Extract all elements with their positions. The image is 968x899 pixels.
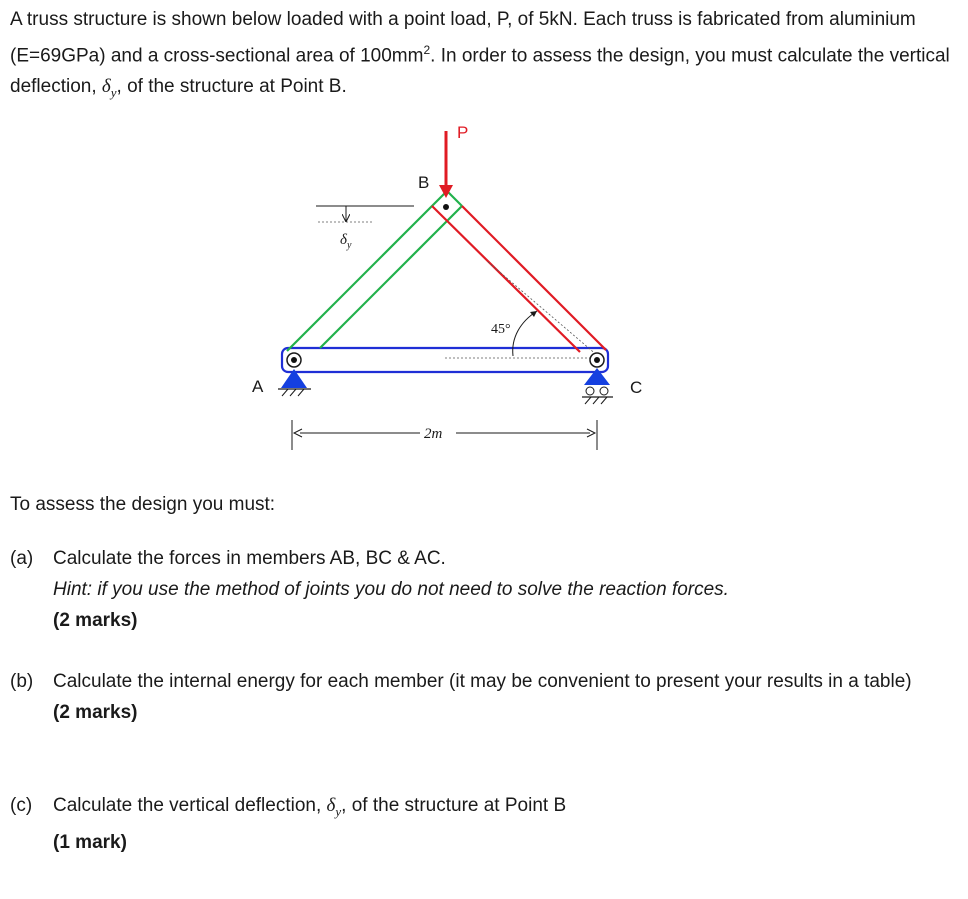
question-a: [10, 543, 955, 636]
question-c-marks: (1 mark): [53, 831, 127, 853]
question-c-text-after: , of the structure at Point B: [341, 795, 567, 816]
question-a-tag: (a): [10, 548, 34, 569]
load-arrow-p: [439, 131, 453, 198]
intro-delta-symbol: δ: [101, 76, 111, 98]
question-b-marks: (2 marks): [53, 702, 138, 723]
label-b: B: [418, 173, 430, 192]
span-dimension: [292, 420, 597, 450]
deflection-indicator: [316, 206, 414, 221]
question-a-marks: (2 marks): [53, 610, 138, 631]
question-b-text: Calculate the internal energy for each member (it may be convenient to present your results in a table): [53, 671, 912, 692]
assess-heading: To assess the design you must:: [10, 494, 276, 515]
member-ab: [287, 191, 462, 351]
angle-label: 45°: [491, 322, 511, 337]
guide-lines: [318, 222, 598, 358]
intro-superscript: 2: [423, 43, 431, 57]
member-ac: [282, 348, 608, 372]
joint-b-pin: [443, 204, 449, 210]
deflection-sub: y: [346, 240, 352, 251]
intro-part2: . In order to assess the design, you must calculate the vertical deflection,: [10, 45, 950, 98]
question-c-text-before: Calculate the vertical deflection,: [53, 795, 327, 816]
question-c-delta-sub: y: [335, 803, 342, 819]
question-b: [10, 666, 955, 728]
question-a-hint: Hint: if you use the method of joints you do not need to solve the reaction forces.: [53, 579, 729, 600]
deflection-symbol: [340, 232, 352, 251]
angle-marker: [513, 311, 537, 356]
intro-delta-subscript: y: [110, 85, 117, 101]
span-label: 2m: [424, 426, 443, 442]
deflection-delta: δ: [340, 232, 347, 248]
label-p: P: [457, 123, 469, 142]
intro-part1: A truss structure is shown below loaded with a point load, P, of 5kN. Each truss is fabricated from aluminium (E=69GPa) and a cross-sectional area of 100mm: [10, 9, 916, 67]
question-c-delta: δ: [326, 795, 336, 816]
question-c: [10, 790, 955, 858]
question-b-tag: (b): [10, 671, 34, 692]
label-c: C: [630, 378, 643, 397]
question-c-tag: (c): [10, 795, 33, 816]
question-a-text: Calculate the forces in members AB, BC & AC.: [53, 548, 446, 569]
intro-part3: , of the structure at Point B.: [116, 76, 347, 98]
member-bc: [432, 206, 606, 352]
label-a: A: [252, 377, 264, 396]
